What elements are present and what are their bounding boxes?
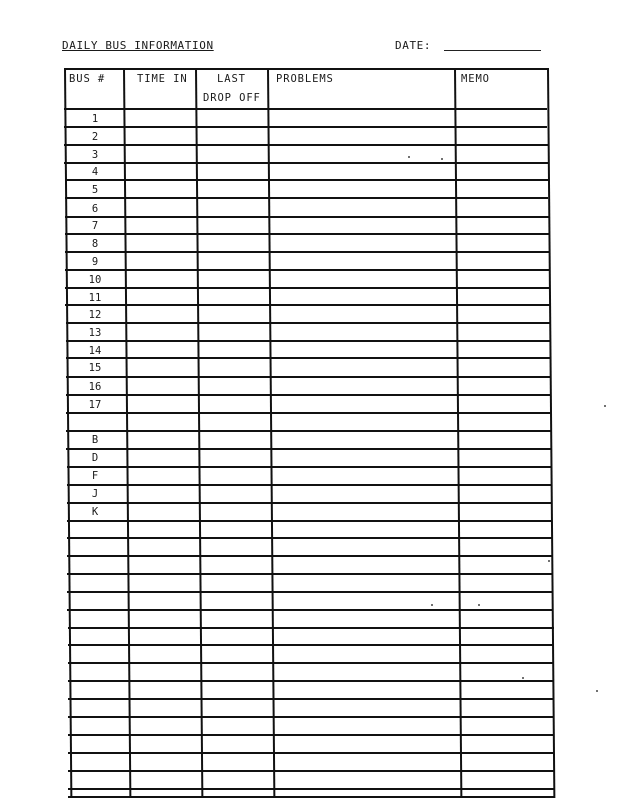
row-rule — [65, 179, 549, 181]
table-right-border — [547, 68, 555, 798]
scan-speck — [596, 690, 598, 692]
row-label: 8 — [91, 238, 99, 250]
row-rule — [68, 680, 554, 682]
row-label: 6 — [91, 203, 99, 215]
row-rule — [66, 412, 551, 414]
header-last: LAST — [217, 73, 246, 85]
row-label: 11 — [88, 292, 102, 304]
row-rule — [66, 376, 551, 378]
header-time-in: TIME IN — [137, 73, 188, 85]
row-rule — [67, 484, 552, 486]
row-label: J — [91, 488, 99, 500]
row-label: 15 — [88, 362, 102, 374]
column-divider — [123, 68, 131, 798]
row-label: 2 — [91, 131, 99, 143]
scan-speck — [431, 604, 433, 606]
row-label: F — [91, 470, 99, 482]
header-problems: PROBLEMS — [276, 73, 334, 85]
row-rule — [64, 162, 547, 164]
header-drop-off: DROP OFF — [203, 92, 261, 104]
row-rule — [64, 108, 547, 110]
row-label: 4 — [91, 166, 99, 178]
row-label: 5 — [91, 184, 99, 196]
row-rule — [66, 394, 551, 396]
row-label: 13 — [88, 327, 102, 339]
row-rule — [68, 644, 554, 646]
row-rule — [66, 448, 551, 450]
row-rule — [68, 662, 554, 664]
scan-speck — [408, 156, 410, 158]
row-rule — [65, 197, 549, 199]
row-rule — [65, 287, 549, 289]
scan-speck — [441, 158, 443, 160]
column-divider — [454, 68, 462, 798]
row-rule — [67, 520, 552, 522]
row-rule — [68, 752, 554, 754]
row-rule — [66, 322, 550, 324]
scan-speck — [522, 677, 524, 679]
date-label: DATE: — [395, 39, 432, 52]
table-bottom-border — [68, 796, 554, 798]
table-top-border — [64, 68, 547, 70]
row-rule — [67, 466, 552, 468]
row-rule — [67, 573, 553, 575]
row-label: 17 — [88, 399, 102, 411]
row-label: 1 — [91, 113, 99, 125]
scan-speck — [548, 560, 550, 562]
row-rule — [68, 770, 554, 772]
row-label: 3 — [91, 149, 99, 161]
row-label: 16 — [88, 381, 102, 393]
row-rule — [66, 430, 551, 432]
row-rule — [65, 216, 549, 218]
row-rule — [65, 304, 549, 306]
row-rule — [66, 340, 550, 342]
row-rule — [68, 627, 554, 629]
row-label: 9 — [91, 256, 99, 268]
row-rule — [64, 144, 547, 146]
row-label: 10 — [88, 274, 102, 286]
row-rule — [68, 734, 554, 736]
row-rule — [67, 502, 552, 504]
row-rule — [67, 609, 553, 611]
row-label: 7 — [91, 220, 99, 232]
column-divider — [267, 68, 275, 798]
column-divider — [195, 68, 203, 798]
row-rule — [65, 233, 549, 235]
row-rule — [68, 698, 554, 700]
row-rule — [67, 537, 553, 539]
row-rule — [65, 269, 549, 271]
header-bus-number: BUS # — [69, 73, 106, 85]
row-label: 14 — [88, 345, 102, 357]
row-rule — [66, 357, 551, 359]
row-rule — [67, 591, 553, 593]
form-title: DAILY BUS INFORMATION — [62, 39, 214, 52]
row-rule — [68, 716, 554, 718]
row-rule — [65, 251, 549, 253]
scan-speck — [478, 604, 480, 606]
row-label: K — [91, 506, 99, 518]
row-label: B — [91, 434, 99, 446]
row-label: 12 — [88, 309, 102, 321]
header-memo: MEMO — [461, 73, 490, 85]
row-rule — [64, 126, 547, 128]
row-label: D — [91, 452, 99, 464]
row-rule — [67, 555, 553, 557]
row-rule — [68, 788, 554, 790]
scan-speck — [604, 405, 606, 407]
